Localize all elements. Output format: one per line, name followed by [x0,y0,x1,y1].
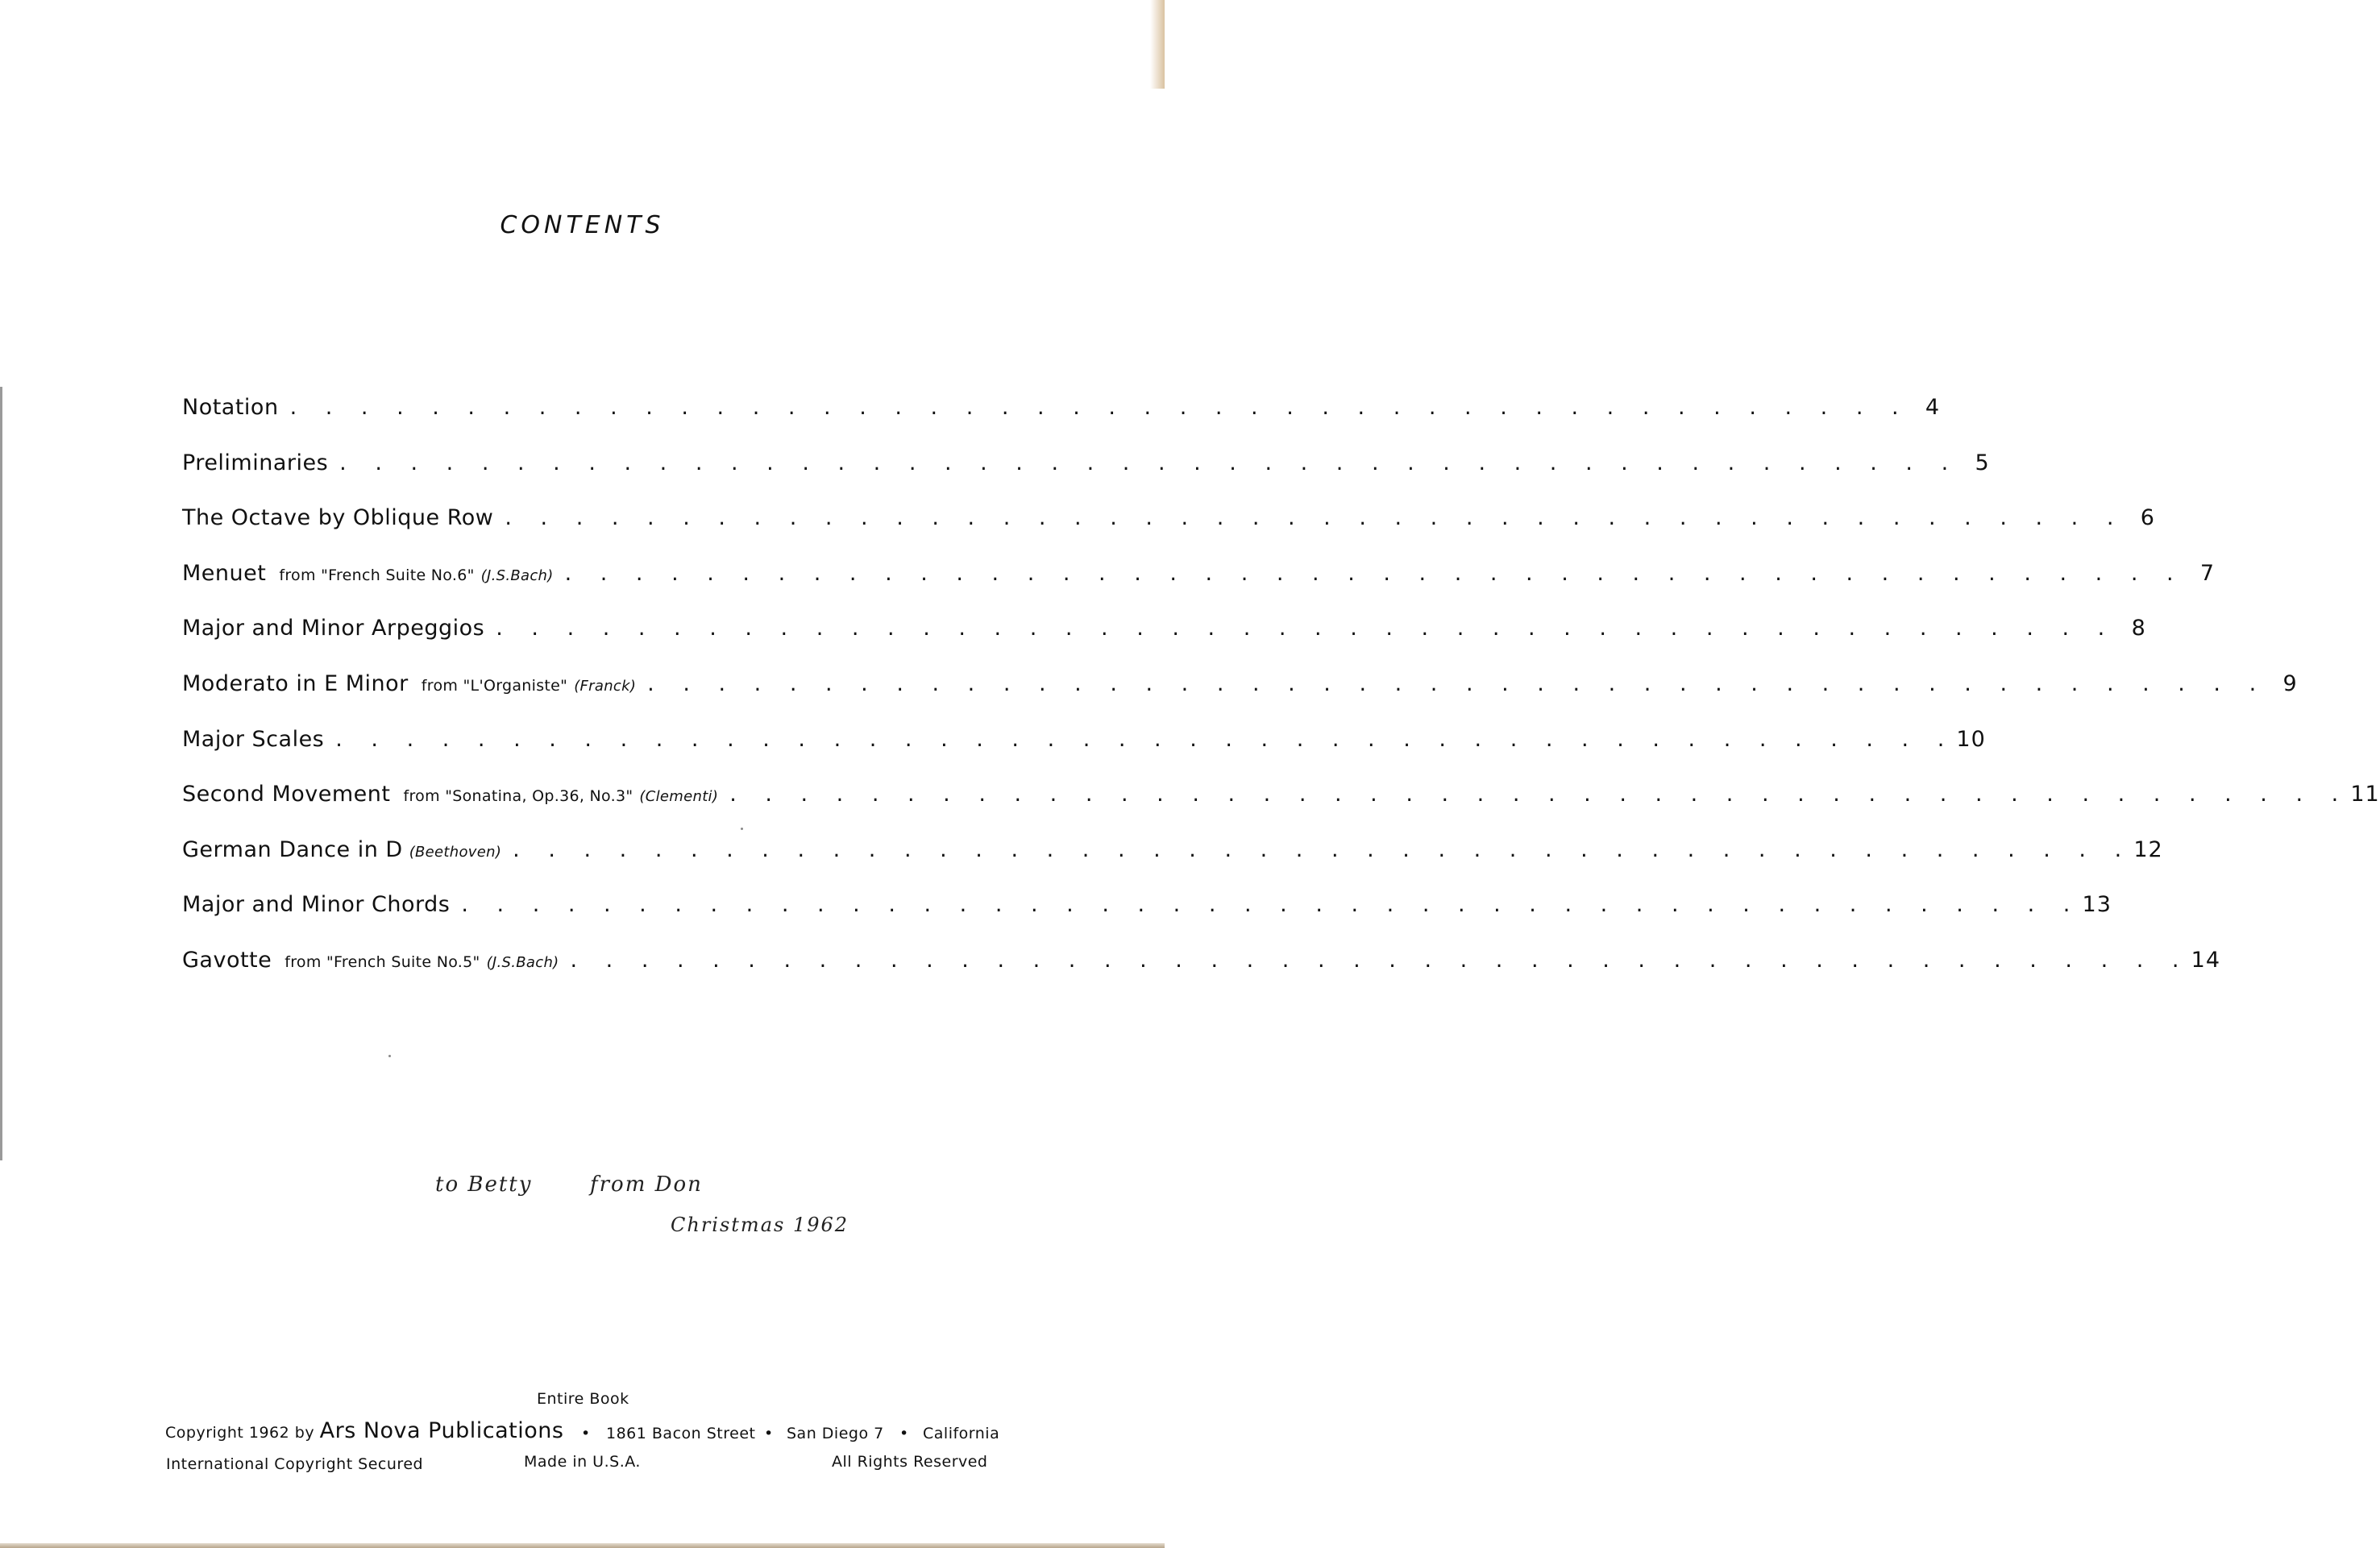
toc-row [182,892,2112,948]
toc-entry-title: German Dance in D [182,836,403,862]
toc-entry-title: Major and Minor Chords [182,892,451,918]
toc-entry-title: Second Movement [182,782,391,807]
toc-row [182,836,2163,893]
toc-entry-composer: (Clementi) [639,788,719,806]
inscription-date: Christmas 1962 [671,1214,849,1236]
toc-page-number: 14 [2191,947,2220,973]
page-binding-edge [0,387,2,1160]
inscription-from: from Don [590,1172,703,1197]
made-in-label: Made in U.S.A. [524,1453,641,1471]
page-corner-shadow [1150,0,1165,89]
copyright-line [165,1418,563,1443]
publisher-state: California [923,1425,1000,1442]
toc-page-number: 4 [1925,395,1941,420]
toc-page-number: 6 [2140,505,2155,531]
bullet-separator: • [581,1425,591,1442]
toc-dot-leader: . . . . . . . . . . . . . . . . . . . . . . . . . . . . . . . . . . . . . . . . . . . . . . [564,560,2185,586]
toc-dot-leader: . . . . . . . . . . . . . . . . . . . . . . . . . . . . . . . . . . . . . . . . . . . . . . [496,616,2116,641]
international-copyright: International Copyright Secured [166,1455,424,1473]
paper-speck [388,1055,391,1057]
toc-entry-title: Major and Minor Arpeggios [182,616,485,641]
toc-page-number: 7 [2199,560,2216,586]
publisher-street: 1861 Bacon Street [606,1425,756,1442]
toc-entry-source: from "L'Organiste" [421,676,568,695]
publisher-city: San Diego 7 [787,1425,884,1442]
toc-entry-composer: (Franck) [574,677,637,695]
toc-row [182,450,1990,506]
toc-row [182,670,2298,727]
toc-entry-source: from "French Suite No.5" [285,952,480,971]
inscription-to: to Betty [435,1172,533,1197]
bullet-separator: • [899,1425,909,1442]
toc-dot-leader: . . . . . . . . . . . . . . . . . . . . . . . . . . . . . . . . . . . . . . . . . . . . . . [335,726,1955,752]
page-bottom-edge [0,1543,1165,1548]
all-rights-reserved: All Rights Reserved [832,1453,988,1471]
toc-entry-title: Notation [182,395,279,420]
toc-entry-source: from "Sonatina, Op.36, No.3" [403,787,633,806]
toc-entry-composer: (J.S.Bach) [486,953,559,971]
toc-page-number: 12 [2133,836,2163,862]
toc-entry-title: Major Scales [182,726,325,752]
toc-entry-composer: (J.S.Bach) [480,566,554,584]
toc-entry-title: Moderato in E Minor [182,670,409,696]
toc-dot-leader: . . . . . . . . . . . . . . . . . . . . . . . . . . . . . . . . . . . . . . . . . . . . . . [289,395,1910,420]
toc-entry-title: The Octave by Oblique Row [182,505,494,531]
toc-row [182,395,1941,450]
toc-row [182,726,1986,782]
toc-dot-leader: . . . . . . . . . . . . . . . . . . . . . . . . . . . . . . . . . . . . . . . . . . . . . . [647,670,2267,696]
toc-row [182,947,2220,1003]
table-of-contents [182,395,2380,1003]
toc-page-number: 5 [1975,450,1990,475]
toc-entry-title: Gavotte [182,947,272,973]
toc-row [182,505,2155,561]
toc-dot-leader: . . . . . . . . . . . . . . . . . . . . . . . . . . . . . . . . . . . . . . . . . . . . . . [729,782,2349,807]
entire-book-label: Entire Book [537,1390,629,1408]
toc-page-number: 9 [2282,670,2298,696]
toc-dot-leader: . . . . . . . . . . . . . . . . . . . . . . . . . . . . . . . . . . . . . . . . . . . . . . [339,450,1959,475]
toc-row [182,782,2380,837]
toc-entry-source: from "French Suite No.6" [279,566,475,584]
toc-page-number: 11 [2350,782,2380,807]
toc-dot-leader: . . . . . . . . . . . . . . . . . . . . . . . . . . . . . . . . . . . . . . . . . . . . . . [505,505,2125,531]
paper-speck [741,828,743,830]
toc-dot-leader: . . . . . . . . . . . . . . . . . . . . . . . . . . . . . . . . . . . . . . . . . . . . . . [513,836,2133,862]
toc-page-number: 8 [2131,616,2146,641]
toc-row [182,616,2146,671]
toc-entry-title: Menuet [182,560,267,586]
toc-dot-leader: . . . . . . . . . . . . . . . . . . . . . . . . . . . . . . . . . . . . . . . . . . . . . . [570,947,2190,973]
toc-page-number: 10 [1956,726,1986,752]
toc-page-number: 13 [2082,892,2112,918]
publisher-name: Ars Nova Publications [319,1418,564,1443]
toc-entry-title: Preliminaries [182,450,329,475]
toc-row [182,560,2216,616]
bullet-separator: • [764,1425,774,1442]
toc-dot-leader: . . . . . . . . . . . . . . . . . . . . . . . . . . . . . . . . . . . . . . . . . . . . . . [461,892,2081,918]
toc-entry-composer: (Beethoven) [409,843,502,861]
page-title: CONTENTS [500,211,665,239]
copyright-prefix: Copyright 1962 by [165,1424,315,1442]
